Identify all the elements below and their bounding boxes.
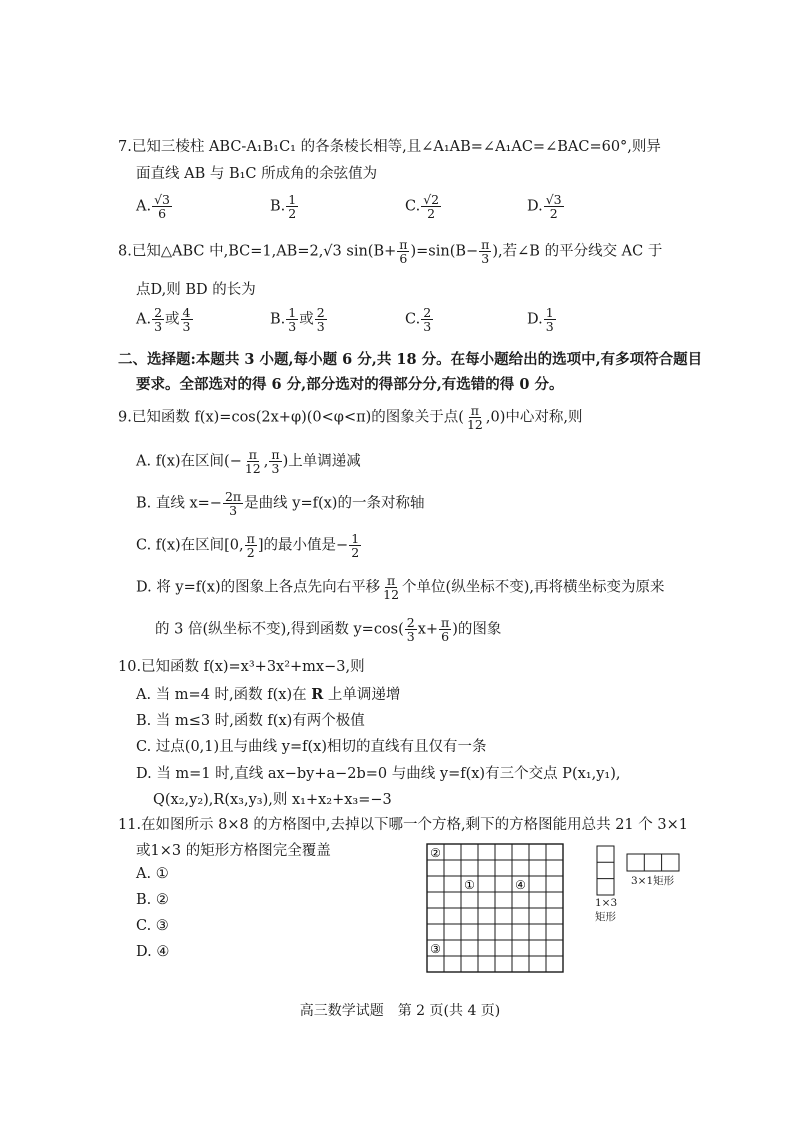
grid-label-1: ① [464, 878, 475, 892]
q10-option-b: B. 当 m≤3 时,函数 f(x)有两个极值 [136, 713, 365, 729]
q9-option-d-line2: 的 3 倍(纵坐标不变),得到函数 y=cos( $\frac{2}{3}$ x+ $\frac{\pi}{6}$ )的图象 [155, 615, 502, 645]
q8-option-b: B. $\frac{1}{3}$ 或 $\frac{2}{3}$ [270, 305, 325, 335]
grid-label-3: ③ [430, 942, 441, 956]
q11-stem-line2: 或1×3 的矩形方格图完全覆盖 [136, 843, 331, 859]
page-footer: 高三数学试题 第 2 页(共 4 页) [299, 1003, 501, 1019]
q7-stem-line1: 7.已知三棱柱 ABC-A₁B₁C₁ 的各条棱长相等,且∠A₁AB=∠A₁AC=∠BAC=60°,则异 [118, 139, 661, 155]
q11-option-c: C. ③ [136, 918, 169, 934]
q7-stem-line2: 面直线 AB 与 B₁C 所成角的余弦值为 [136, 166, 378, 182]
q10-stem: 10.已知函数 f(x)=x³+3x²+mx−3,则 [118, 659, 365, 675]
section2-heading-line2: 要求。全部选对的得 6 分,部分选对的得部分分,有选错的得 0 分。 [136, 376, 564, 393]
q9-option-d-line1: D. 将 y=f(x)的图象上各点先向右平移 $\frac{\pi}{12}$ 个单位(纵坐标不变),再将横坐标变为原来 [136, 573, 665, 603]
rect-3x1-figure [626, 853, 682, 873]
section2-heading-line1: 二、选择题:本题共 3 小题,每小题 6 分,共 18 分。在每小题给出的选项中,有多项符合题目 [118, 351, 703, 368]
grid-label-2: ② [430, 846, 441, 860]
q8-stem-line2: 点D,则 BD 的长为 [136, 282, 256, 298]
grid-label-4: ④ [515, 878, 526, 892]
rect-1x3-label-a: 1×3 [595, 897, 618, 909]
q8-option-a: A. $\frac{2}{3}$ 或 $\frac{4}{3}$ [136, 305, 191, 335]
q8-stem-line1: 8.已知△ABC 中,BC=1,AB=2,√3 sin(B+ $\frac{\pi}{6}$ )=sin(B− $\frac{\pi}{3}$ ),若∠B 的平分线交 AC 于 [118, 237, 663, 267]
q9-option-c: C. f(x)在区间[0, $\frac{\pi}{2}$ ]的最小值是− $\frac{1}{2}$ [136, 531, 360, 561]
q9-option-b: B. 直线 x=− $\frac{2\pi}{3}$ 是曲线 y=f(x)的一条对称轴 [136, 489, 425, 519]
q7-option-d: D. $\frac{√3}{2}$ [527, 192, 562, 222]
q11-option-d: D. ④ [136, 944, 170, 960]
q10-option-d-line1: D. 当 m=1 时,直线 ax−by+a−2b=0 与曲线 y=f(x)有三个交点 P(x₁,y₁), [136, 766, 621, 782]
q9-option-a: A. f(x)在区间(− $\frac{\pi}{12}$ , $\frac{\pi}{3}$ )上单调递减 [136, 447, 361, 477]
q9-stem: 9.已知函数 f(x)=cos(2x+φ)(0<φ<π)的图象关于点( $\frac{\pi}{12}$ ,0)中心对称,则 [118, 403, 583, 433]
rect-1x3-label-b: 矩形 [595, 911, 616, 923]
q11-option-b: B. ② [136, 892, 169, 908]
q8-option-d: D. $\frac{1}{3}$ [527, 305, 554, 335]
q11-option-a: A. ① [136, 866, 169, 882]
rect-3x1-label: 3×1矩形 [631, 875, 675, 887]
q11-stem-line1: 11.在如图所示 8×8 的方格图中,去掉以下哪一个方格,剩下的方格图能用总共 21 个 3×1 [118, 817, 688, 833]
rect-1x3-figure [596, 845, 616, 897]
q7-option-b: B. $\frac{1}{2}$ [270, 192, 297, 222]
grid-lines [427, 844, 563, 972]
q10-option-d-line2: Q(x₂,y₂),R(x₃,y₃),则 x₁+x₂+x₃=−3 [153, 792, 392, 808]
q7-option-a: A. $\frac{√3}{6}$ [136, 192, 171, 222]
q10-option-a: A. 当 m=4 时,函数 f(x)在 R 上单调递增 [136, 686, 401, 703]
q10-option-c: C. 过点(0,1)且与曲线 y=f(x)相切的直线有且仅有一条 [136, 739, 487, 755]
grid-8x8-figure [426, 843, 566, 977]
q7-option-c: C. $\frac{√2}{2}$ [405, 192, 440, 222]
q8-option-c: C. $\frac{2}{3}$ [405, 305, 432, 335]
